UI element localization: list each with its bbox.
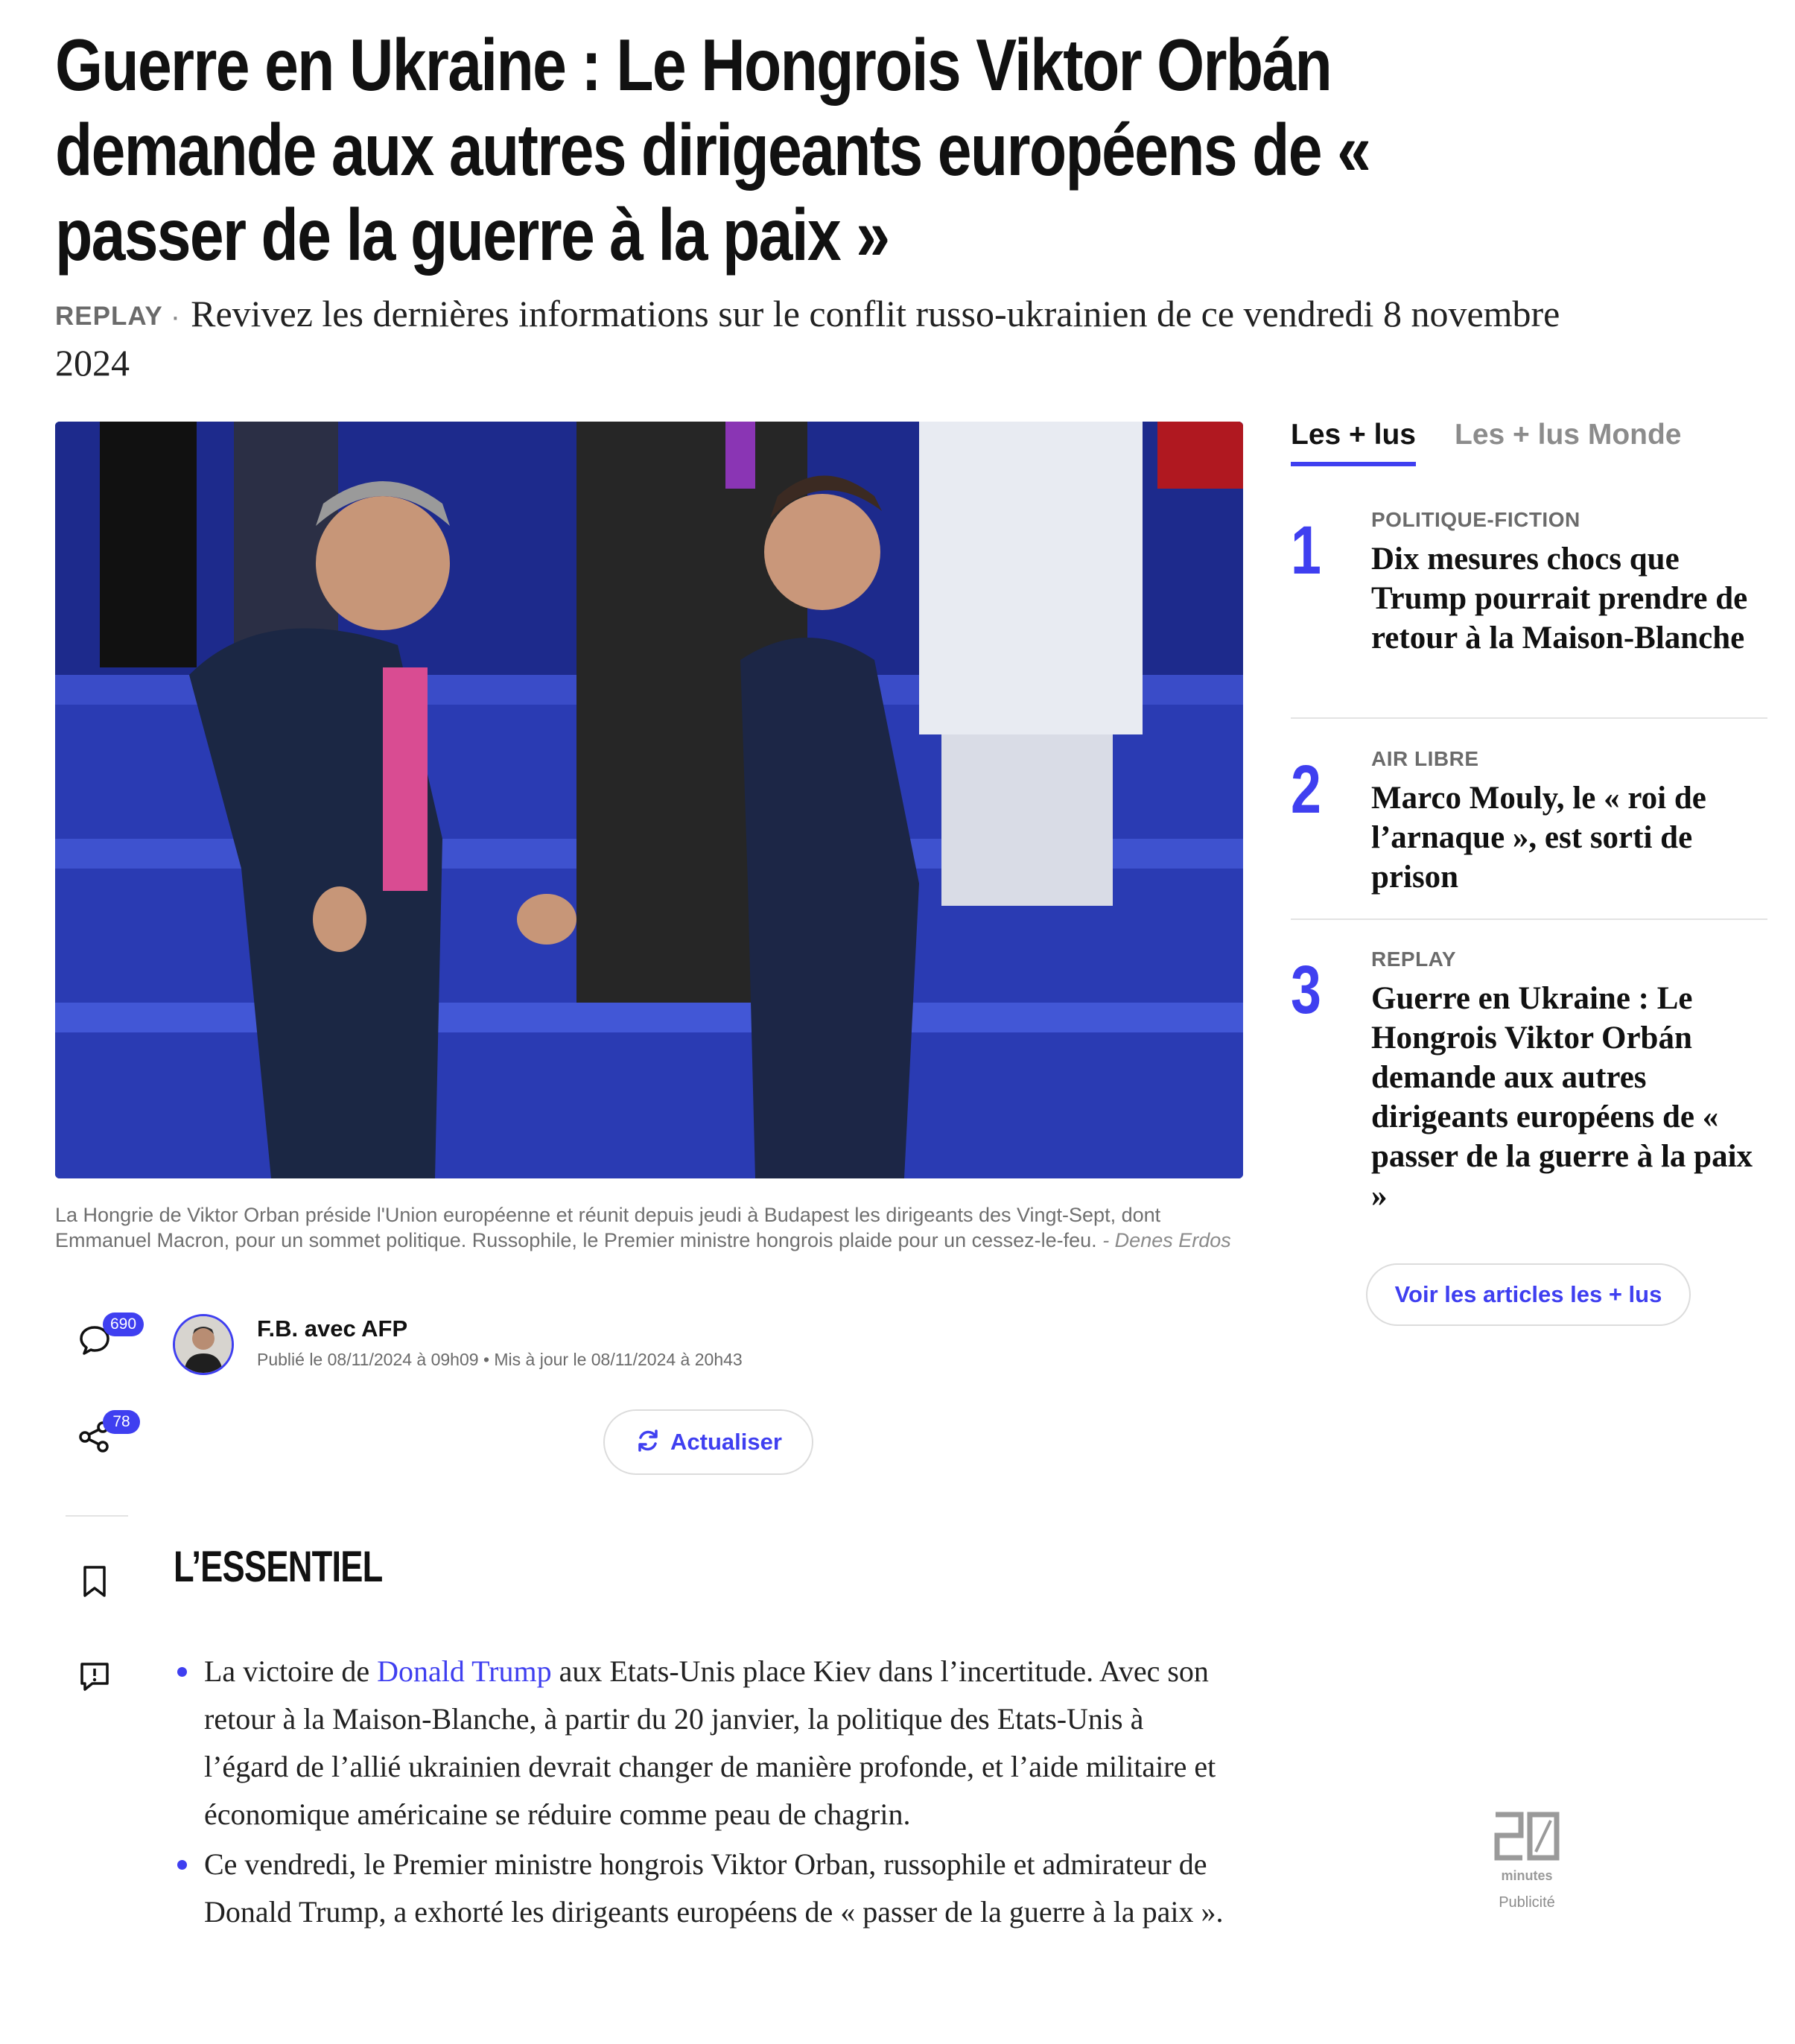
refresh-button[interactable] [603,1409,813,1475]
bookmark-icon [79,1564,110,1599]
publish-dates: Publié le 08/11/2024 à 09h09 • Mis à jour le 08/11/2024 à 20h43 [257,1350,743,1369]
most-read-item-2[interactable] [1291,747,1767,896]
rank-title[interactable]: Marco Mouly, le « roi de l’arnaque », est sorti de prison [1371,781,1706,895]
refresh-icon [635,1427,661,1454]
rank-kicker: POLITIQUE-FICTION [1371,508,1580,531]
rank-number: 2 [1291,752,1321,828]
article-photo[interactable] [55,422,1243,1178]
rank-title[interactable]: Guerre en Ukraine : Le Hongrois Viktor Orbán demande aux autres dirigeants européens de « passer de la guerre à la paix » [1371,981,1753,1213]
rank-kicker: REPLAY [1371,948,1457,971]
tab-most-read[interactable]: Les + lus [1291,419,1416,466]
ad-label: Publicité [1499,1894,1555,1911]
subtitle-text: Revivez les dernières informations sur le conflit russo-ukrainien de ce vendredi 8 novembre 2024 [55,293,1560,384]
divider [1291,717,1767,719]
photo-credit: - Denes Erdos [1102,1229,1231,1251]
most-read-item-3[interactable] [1291,948,1767,1231]
photo-caption [55,1202,1247,1253]
logo-word: minutes [1501,1868,1553,1883]
list-item [176,1648,1233,1838]
item-text: La victoire de [204,1654,378,1688]
divider [1291,918,1767,920]
essentiel-heading: L’ESSENTIEL [174,1543,383,1591]
article-subtitle [55,291,1582,386]
rank-title[interactable]: Dix mesures chocs que Trump pourrait prendre de retour à la Maison-Blanche [1371,542,1748,656]
see-most-read-button[interactable]: Voir les articles les + lus [1366,1263,1691,1326]
report-icon [77,1660,112,1694]
report-button[interactable] [77,1660,115,1697]
author-avatar[interactable] [173,1314,234,1375]
rank-number: 1 [1291,512,1321,588]
shares-count-badge: 78 [103,1410,140,1434]
most-read-item-1[interactable] [1291,508,1767,702]
author-name[interactable]: F.B. avec AFP [257,1315,408,1342]
bookmark-button[interactable] [79,1564,116,1602]
most-read-tabs [1291,419,1767,471]
comments-count-badge: 690 [103,1313,144,1336]
caption-text: La Hongrie de Viktor Orban préside l'Union européenne et réunit depuis jeudi à Budapest les dirigeants des Vingt-Sept, dont Emmanuel Macron, pour un sommet politique. Russophile, le Premier ministre hongrois plaide pour un cessez-le-feu. [55,1204,1161,1251]
article-headline: Guerre en Ukraine : Le Hongrois Viktor Orbán demande aux autres dirigeants européens de « passer de la guerre à la paix » [55,24,1370,276]
refresh-label: Actualiser [670,1429,782,1455]
donald-trump-link[interactable]: Donald Trump [377,1654,552,1688]
tab-most-read-world[interactable]: Les + lus Monde [1455,419,1682,451]
rank-number: 3 [1291,952,1321,1028]
20-minutes-logo [1491,1809,1563,1886]
ad-placeholder [1490,1809,1564,1911]
divider [66,1515,128,1517]
item-text: aux Etats-Unis place Kiev dans l’incertitude. Avec son retour à la Maison-Blanche, à partir du 20 janvier, la politique des Etats-Unis à l’égard de l’allié ukrainien devrait changer de manière profonde, et l’aide militaire et économique américaine se réduire comme peau de chagrin. [204,1654,1216,1831]
list-item: Ce vendredi, le Premier ministre hongrois Viktor Orban, russophile et admirateur de Donald Trump, a exhorté les dirigeants européens de « passer de la guerre à la paix ». [176,1841,1233,1936]
article-kicker[interactable]: REPLAY [55,302,163,331]
kicker-separator: · [170,300,181,333]
rank-kicker: AIR LIBRE [1371,747,1479,770]
essentiel-list [176,1648,1233,1938]
